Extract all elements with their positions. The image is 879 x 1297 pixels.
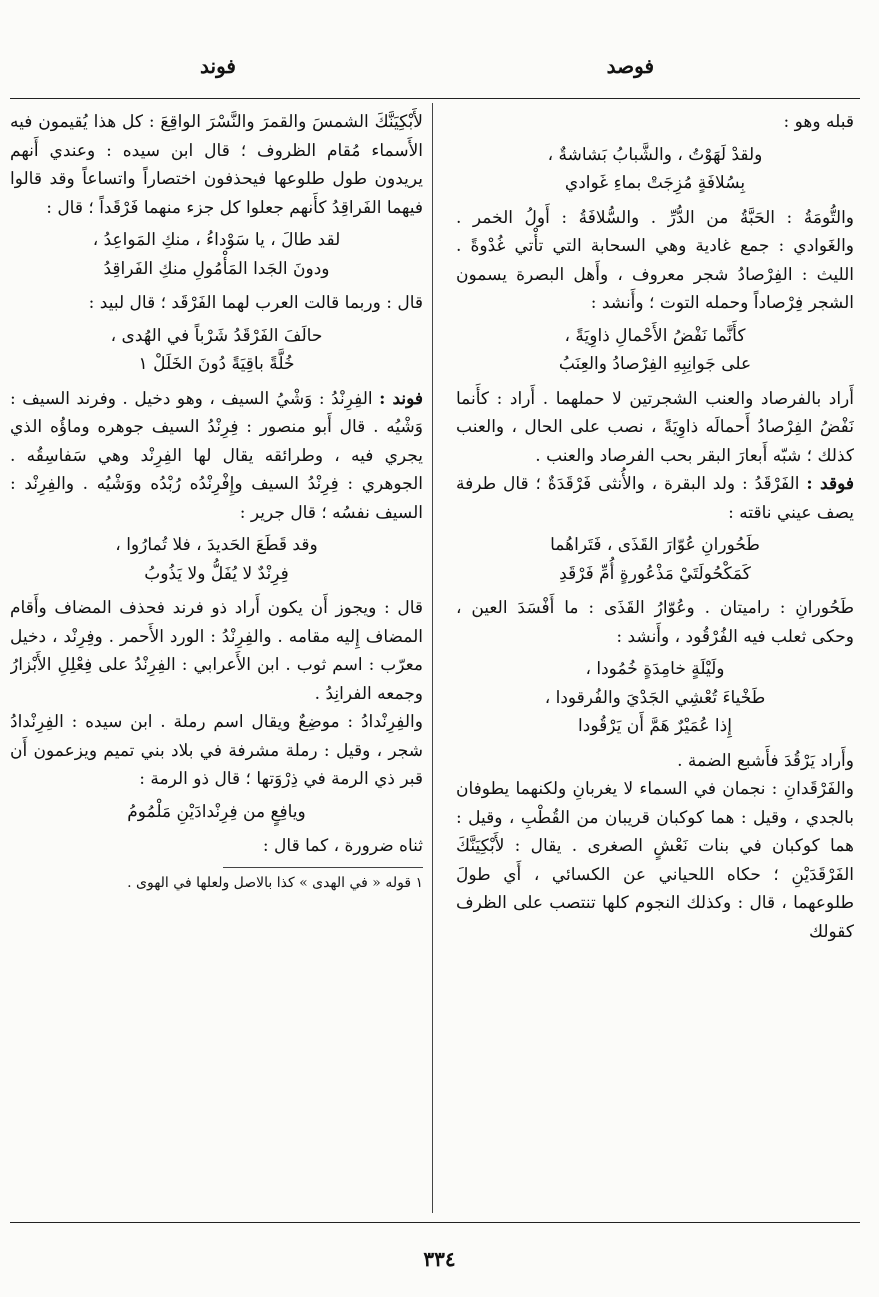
verse-line: طَحُورانِ عُوّارَ القَذَى ، فَتَراهُما — [550, 535, 760, 555]
paragraph: والفَرْقَدانِ : نجمان في السماء لا يغربانِ ولكنهما يطوفان بالجدي ، وقيل : هما كوكبان قريبان من القُطْبِ ، وقيل : هما كوكبان في بنات نَعْشٍ الصغرى . يقال : لأَبْكِيَنَّكَ الفَرْقَدَيْنِ ؛ حكاه اللحياني عن الكسائي ، أَي طولَ طلوعهما ، قال : وكذلك النجوم كلها تنتصب على الظرف كقولك — [456, 779, 854, 942]
footer-rule — [10, 1222, 860, 1223]
headword: فوند : — [379, 388, 423, 409]
right-column — [456, 108, 854, 1213]
entry-text: الفَرْقَدُ : ولد البقرة ، والأُنثى فَرْقَدَةٌ ؛ قال طرفة يصف عيني ناقته : — [456, 474, 854, 523]
verse-line: لقد طالَ ، يا سَوْداءُ ، منكِ المَواعِدُ ، — [92, 230, 341, 250]
verse-block — [456, 322, 854, 379]
left-column — [10, 108, 423, 1213]
paragraph: ثناه ضرورة ، كما قال : — [262, 836, 423, 856]
paragraph: وأَراد يَرْقُدَ فأَشبع الضمة . — [677, 750, 854, 771]
verse-block — [456, 141, 854, 198]
footnote-separator — [223, 867, 423, 868]
entry-paragraph — [456, 470, 854, 527]
verse-line: ودونَ الجَدا المَأْمُولِ منكِ الفَراقِدُ — [103, 258, 330, 279]
page-number: ٣٣٤ — [423, 1247, 456, 1271]
paragraph: قبله وهو : — [783, 112, 854, 132]
verse-block — [456, 531, 854, 588]
verse-block — [10, 226, 423, 283]
verse-line: كَمَكْحُولَتَيْ مَذْعُورةٍ أُمِّ فَرْقَدِ — [559, 563, 751, 584]
paragraph: والتُّومَةُ : الحَبَّةُ من الدُّرِّ . والسُّلافَةُ : أَولُ الخمر . والغَوادي : جمع غادية وهي السحابة التي تأْتي غُدْوةً . الليث : الفِرْصادُ شجر معروف ، وأَهل البصرة يسمون الشجر فِرْصاداً وحمله التوت ؛ وأَنشد : — [456, 207, 854, 313]
verse-line: خُلَّةً باقِيَةً دُونَ الخَلَلْ ١ — [138, 354, 295, 374]
verse-line: وقد قَطَعَ الحَديدَ ، فلا تُمارُوا ، — [115, 535, 318, 555]
verse-line: ولقدْ لَهَوْتُ ، والشَّبابُ بَشاشةٌ ، — [547, 144, 763, 165]
header-left-word: فوند — [200, 54, 236, 78]
verse-line: كأَنَّما نَفْضُ الأَحْمالِ ذاوِيَةً ، — [564, 325, 746, 346]
paragraph: لأَبْكِيَنَّكَ الشمسَ والقمرَ والنَّسْرَ الواقِعَ : كل هذا يُقيمون فيه الأَسماء مُقام الظروف ؛ قال ابن سيده : وعندي أَنهم يريدون طول طلوعها فيحذفون اختصاراً واتساعاً وقد قالوا فيهما الفَراقِدُ كأَنهم جعلوا كل جزء منهما فَرْقَداً ؛ قال : — [10, 112, 423, 218]
verse-line: طَخْياءَ تُعْشِي الجَدْيَ والفُرقودا ، — [544, 687, 766, 708]
verse-line: فِرِنْدٌ لا يُفَلُّ ولا يَذُوبُ — [144, 563, 289, 584]
page-header — [10, 50, 869, 90]
headword: فوقد : — [806, 474, 854, 494]
verse-block — [10, 322, 423, 379]
header-rule — [10, 98, 860, 99]
verse-block — [10, 531, 423, 588]
paragraph: أَراد بالفرصاد والعنب الشجرتين لا حملهما . أَراد : كأَنما نَفْضُ الفِرْصادُ أَحمالَه ذاوِيَةً ، نصب على الحال ، والعنب كذلك ؛ شبّه أَبعارَ البقر بحب الفرصاد والعنب . — [456, 388, 854, 466]
verse-line: ويافِعٍ من فِرِنْدادَيْنِ مَلْمُومُ — [127, 801, 306, 822]
verse-block — [456, 655, 854, 741]
verse-line: ولَيْلَةٍ خامِدَةٍ خُمُودا ، — [585, 659, 725, 679]
paragraph: والفِرِنْدادُ : موضِعٌ ويقال اسم رملة . ابن سيده : الفِرِنْدادُ شجر ، وقيل : رملة مشرفة في بلاد بني تميم ويزعمون أَن قبر ذي الرمة في ذِرْوَتها ؛ قال ذو الرمة : — [10, 712, 423, 789]
entry-paragraph — [10, 385, 423, 528]
paragraph: طَحُورانِ : راميتان . وعُوّارُ القَذَى : ما أَفْسَدَ العين ، وحكى ثعلب فيه الفُرْقُود ، وأَنشد : — [456, 598, 854, 647]
header-right-word: فوصد — [606, 54, 654, 78]
entry-text: الفِرِنْدُ : وَشْيُ السيف ، وهو دخيل . وفرند السيف : وَشْيُه . قال أَبو منصور : فِرِنْدُ السيف جوهره وماؤُه الذي يجري فيه ، وطرائقه يقال لها الفِرِنْد وهي سَفاسِقُه . الجوهري : فِرِنْدُ السيف وإِفْرِنْدُه رُبْدُه ووَشْيُه . والفِرِنْد : السيف نفسُه ؛ قال جرير : — [10, 388, 423, 523]
verse-block — [10, 798, 423, 827]
footnote: ١ قوله « في الهدى » كذا بالاصل ولعلها في الهوى . — [127, 874, 423, 891]
verse-line: على جَوانِبِهِ الفِرْصادُ والعِنَبُ — [558, 354, 752, 374]
paragraph: قال : وربما قالت العرب لهما الفَرْقَد ؛ قال لبيد : — [88, 293, 423, 313]
verse-line: حالَفَ الفَرْقَدُ شَرْباً في الهُدى ، — [110, 325, 323, 346]
paragraph: قال : ويجوز أَن يكون أَراد ذو فرند فحذف المضاف وأَقام المضاف إِليه مقامه . والفِرِنْدُ : الورد الأَحمر . وفِرِنْد ، دخيل معرّب : اسم ثوب . ابن الأَعرابي : الفِرِنْدُ على فِعْلِلِ الأَبْزارُ وجمعه الفرانِدُ . — [10, 598, 423, 704]
verse-line: إِذا عُمَيْرٌ هَمَّ أَن يَرْقُودا — [578, 716, 732, 736]
column-divider — [432, 103, 433, 1213]
verse-line: بِسُلافَةٍ مُزِجَتْ بماءِ غَوادي — [564, 173, 746, 193]
